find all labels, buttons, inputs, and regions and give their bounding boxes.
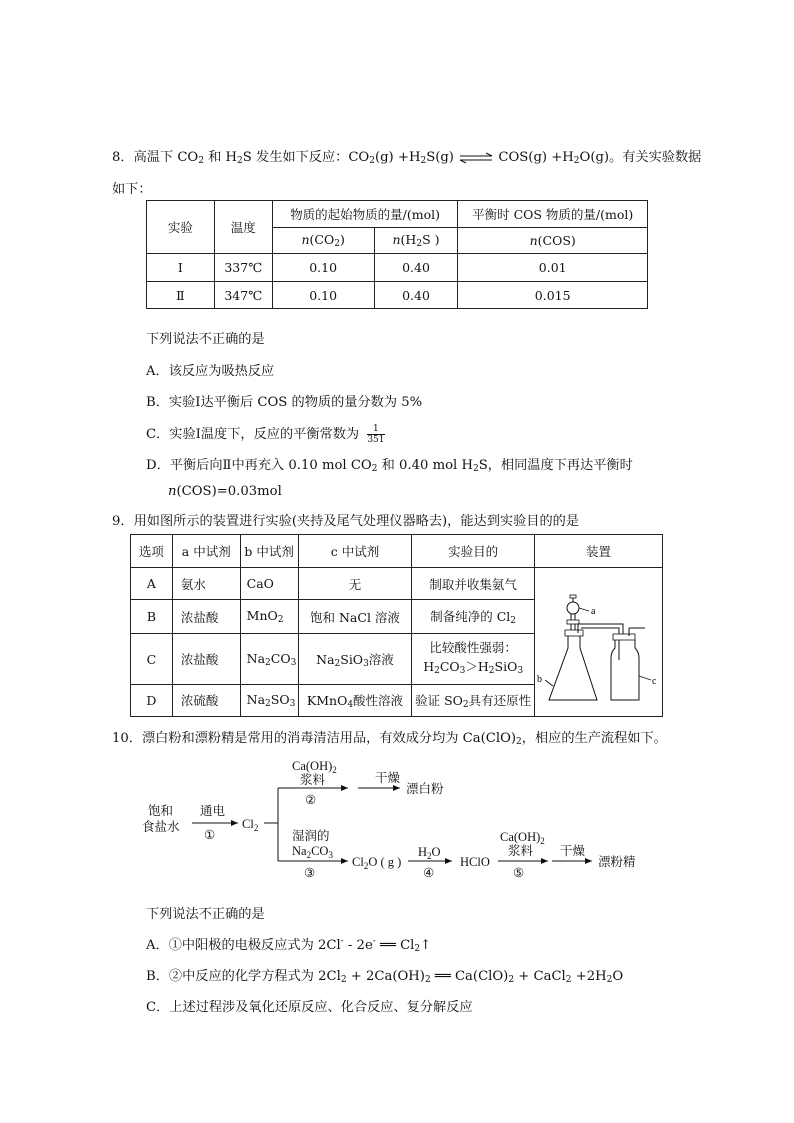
table-cell: 337℃	[214, 254, 272, 282]
flow-hclo: HClO	[460, 855, 490, 869]
q8-header-temp: 温度	[214, 201, 272, 254]
table-cell: $Na_2SO_3$	[240, 684, 298, 716]
table-cell: 0.015	[458, 282, 648, 309]
table-cell: Ⅰ	[147, 254, 215, 282]
table-cell: 制取并收集氨气	[412, 568, 535, 600]
q8-stem-line1: 8．高温下 $CO_2$ 和 $H_2S$ 发生如下反应：$CO_2(g) +H_2S(g)$ $COS(g) +H_2O(g)$。有关实验数据	[112, 150, 702, 166]
flow-circle-4: ④	[423, 866, 435, 880]
table-cell: MnO$_2$	[240, 600, 298, 634]
q9-stem: 9．用如图所示的装置进行实验(夹持及尾气处理仪器略去)，能达到实验目的的是	[112, 514, 580, 529]
q9-table	[130, 534, 663, 717]
q10-option-c: C．上述过程涉及氧化还原反应、化合反应、复分解反应	[146, 1000, 473, 1015]
table-cell: 浓盐酸	[172, 600, 240, 634]
q8-header-start: 物质的起始物质的量/(mol)	[272, 201, 458, 228]
q8-option-b: B．实验Ⅰ达平衡后 COS 的物质的量分数为 5%	[146, 395, 423, 410]
flow-slurry-top: 浆料	[300, 773, 326, 787]
flow-dry-top: 干燥	[375, 771, 401, 785]
table-cell: B	[131, 600, 173, 634]
flow-caoh2-top: $Ca(OH)_2$	[292, 759, 337, 775]
table-cell: 347℃	[214, 282, 272, 309]
conical-flask	[549, 636, 597, 700]
q8-option-d-line2: n(COS)=0.03mol	[168, 484, 282, 499]
table-cell: 比较酸性强弱： $H_2CO_3>H_2SiO_3$	[412, 634, 535, 684]
q9-header-apparatus: 装置	[534, 535, 662, 568]
q8-header-exp: 实验	[147, 201, 215, 254]
apparatus-diagram	[535, 568, 661, 716]
q8-prompt: 下列说法不正确的是	[146, 332, 265, 347]
table-cell: 0.40	[374, 254, 458, 282]
flow-dry-bottom: 干燥	[560, 844, 586, 858]
table-cell: 0.10	[272, 254, 374, 282]
production-flowchart	[140, 752, 660, 882]
flow-cl2: $Cl_2$	[242, 817, 259, 833]
q8-data-table	[146, 200, 648, 309]
flow-circle-1: ①	[204, 828, 216, 842]
q9-header-option: 选项	[131, 535, 173, 568]
q10-option-b: B．②中反应的化学方程式为 $2Cl_2 + 2Ca(OH)_2$ ══ $Ca(ClO)_2$ + CaCl$_2$ $+2H_2O$	[146, 969, 624, 985]
table-cell: A	[131, 568, 173, 600]
table-cell: KMnO$_4$酸性溶液	[298, 684, 412, 716]
apparatus-cell	[534, 568, 662, 717]
table-cell: 饱和 NaCl 溶液	[298, 600, 412, 634]
flow-cl2o: $Cl_2O$ ( g )	[352, 855, 402, 871]
table-cell: Ⅱ	[147, 282, 215, 309]
table-cell: 0.40	[374, 282, 458, 309]
q9-header-goal: 实验目的	[412, 535, 535, 568]
table-cell: 浓硫酸	[172, 684, 240, 716]
table-cell: 验证 $SO_2$具有还原性	[412, 684, 535, 716]
label-c: c	[651, 676, 657, 687]
q8-option-c: C．实验Ⅰ温度下，反应的平衡常数为 $\frac{1}{351}$	[146, 424, 385, 445]
flow-start-line1: 饱和	[148, 804, 174, 818]
flow-step1-label: 通电	[200, 804, 226, 818]
table-cell: $Na_2SiO_3$溶液	[298, 634, 412, 684]
label-b: b	[536, 674, 542, 685]
table-cell: $Na_2CO_3$	[240, 634, 298, 684]
q8-subheader-co2: $n(CO_2)$	[272, 228, 374, 254]
q8-header-eq: 平衡时 COS 物质的量/(mol)	[458, 201, 648, 228]
q8-stem-line2: 如下：	[112, 182, 152, 197]
q8-option-d: D．平衡后向Ⅱ中再充入 0.10 mol $CO_2$ 和 0.40 mol $H_2S$，相同温度下再达平衡时	[146, 458, 633, 474]
q8-subheader-cos: n(COS)	[458, 228, 648, 254]
flow-h2o: $H_2O$	[418, 845, 441, 861]
gas-bottle	[611, 640, 639, 700]
flow-circle-5: ⑤	[513, 866, 525, 880]
flow-slurry-bottom: 浆料	[508, 844, 534, 858]
table-cell: 无	[298, 568, 412, 600]
table-cell: 0.10	[272, 282, 374, 309]
equilibrium-arrow-icon	[458, 152, 494, 164]
table-cell: 浓盐酸	[172, 634, 240, 684]
flow-circle-3: ③	[304, 866, 316, 880]
q9-header-b: b 中试剂	[240, 535, 298, 568]
table-cell: CaO	[240, 568, 298, 600]
q10-prompt: 下列说法不正确的是	[146, 907, 265, 922]
flow-na2co3: $Na_2CO_3$	[292, 844, 333, 860]
table-cell: 氨水	[172, 568, 240, 600]
table-cell: 0.01	[458, 254, 648, 282]
table-cell: D	[131, 684, 173, 716]
label-a: a	[590, 606, 596, 617]
flow-start-line2: 食盐水	[142, 820, 180, 834]
q9-header-a: a 中试剂	[172, 535, 240, 568]
funnel-bulb	[567, 602, 579, 614]
table-cell: C	[131, 634, 173, 684]
flow-bleach-powder: 漂白粉	[406, 782, 444, 796]
flow-circle-2: ②	[305, 793, 317, 807]
q10-stem: 10．漂白粉和漂粉精是常用的消毒清洁用品，有效成分均为 $Ca(ClO)_2$，相应的生产流程如下。	[112, 731, 667, 747]
flow-wet: 湿润的	[292, 829, 330, 843]
fraction: $\frac{1}{351}$	[367, 424, 385, 445]
q8-subheader-h2s: $n(H_2S$ )	[374, 228, 458, 254]
q8-option-a: A．该反应为吸热反应	[146, 364, 275, 379]
q9-header-c: c 中试剂	[298, 535, 412, 568]
table-cell: 制备纯净的 $Cl_2$	[412, 600, 535, 634]
flow-product: 漂粉精	[598, 855, 636, 869]
q10-option-a: A．①中阳极的电极反应式为 2Cl- - 2e- ══ $Cl_2↑$	[146, 936, 432, 954]
flow-caoh2-bottom: $Ca(OH)_2$	[500, 830, 545, 846]
